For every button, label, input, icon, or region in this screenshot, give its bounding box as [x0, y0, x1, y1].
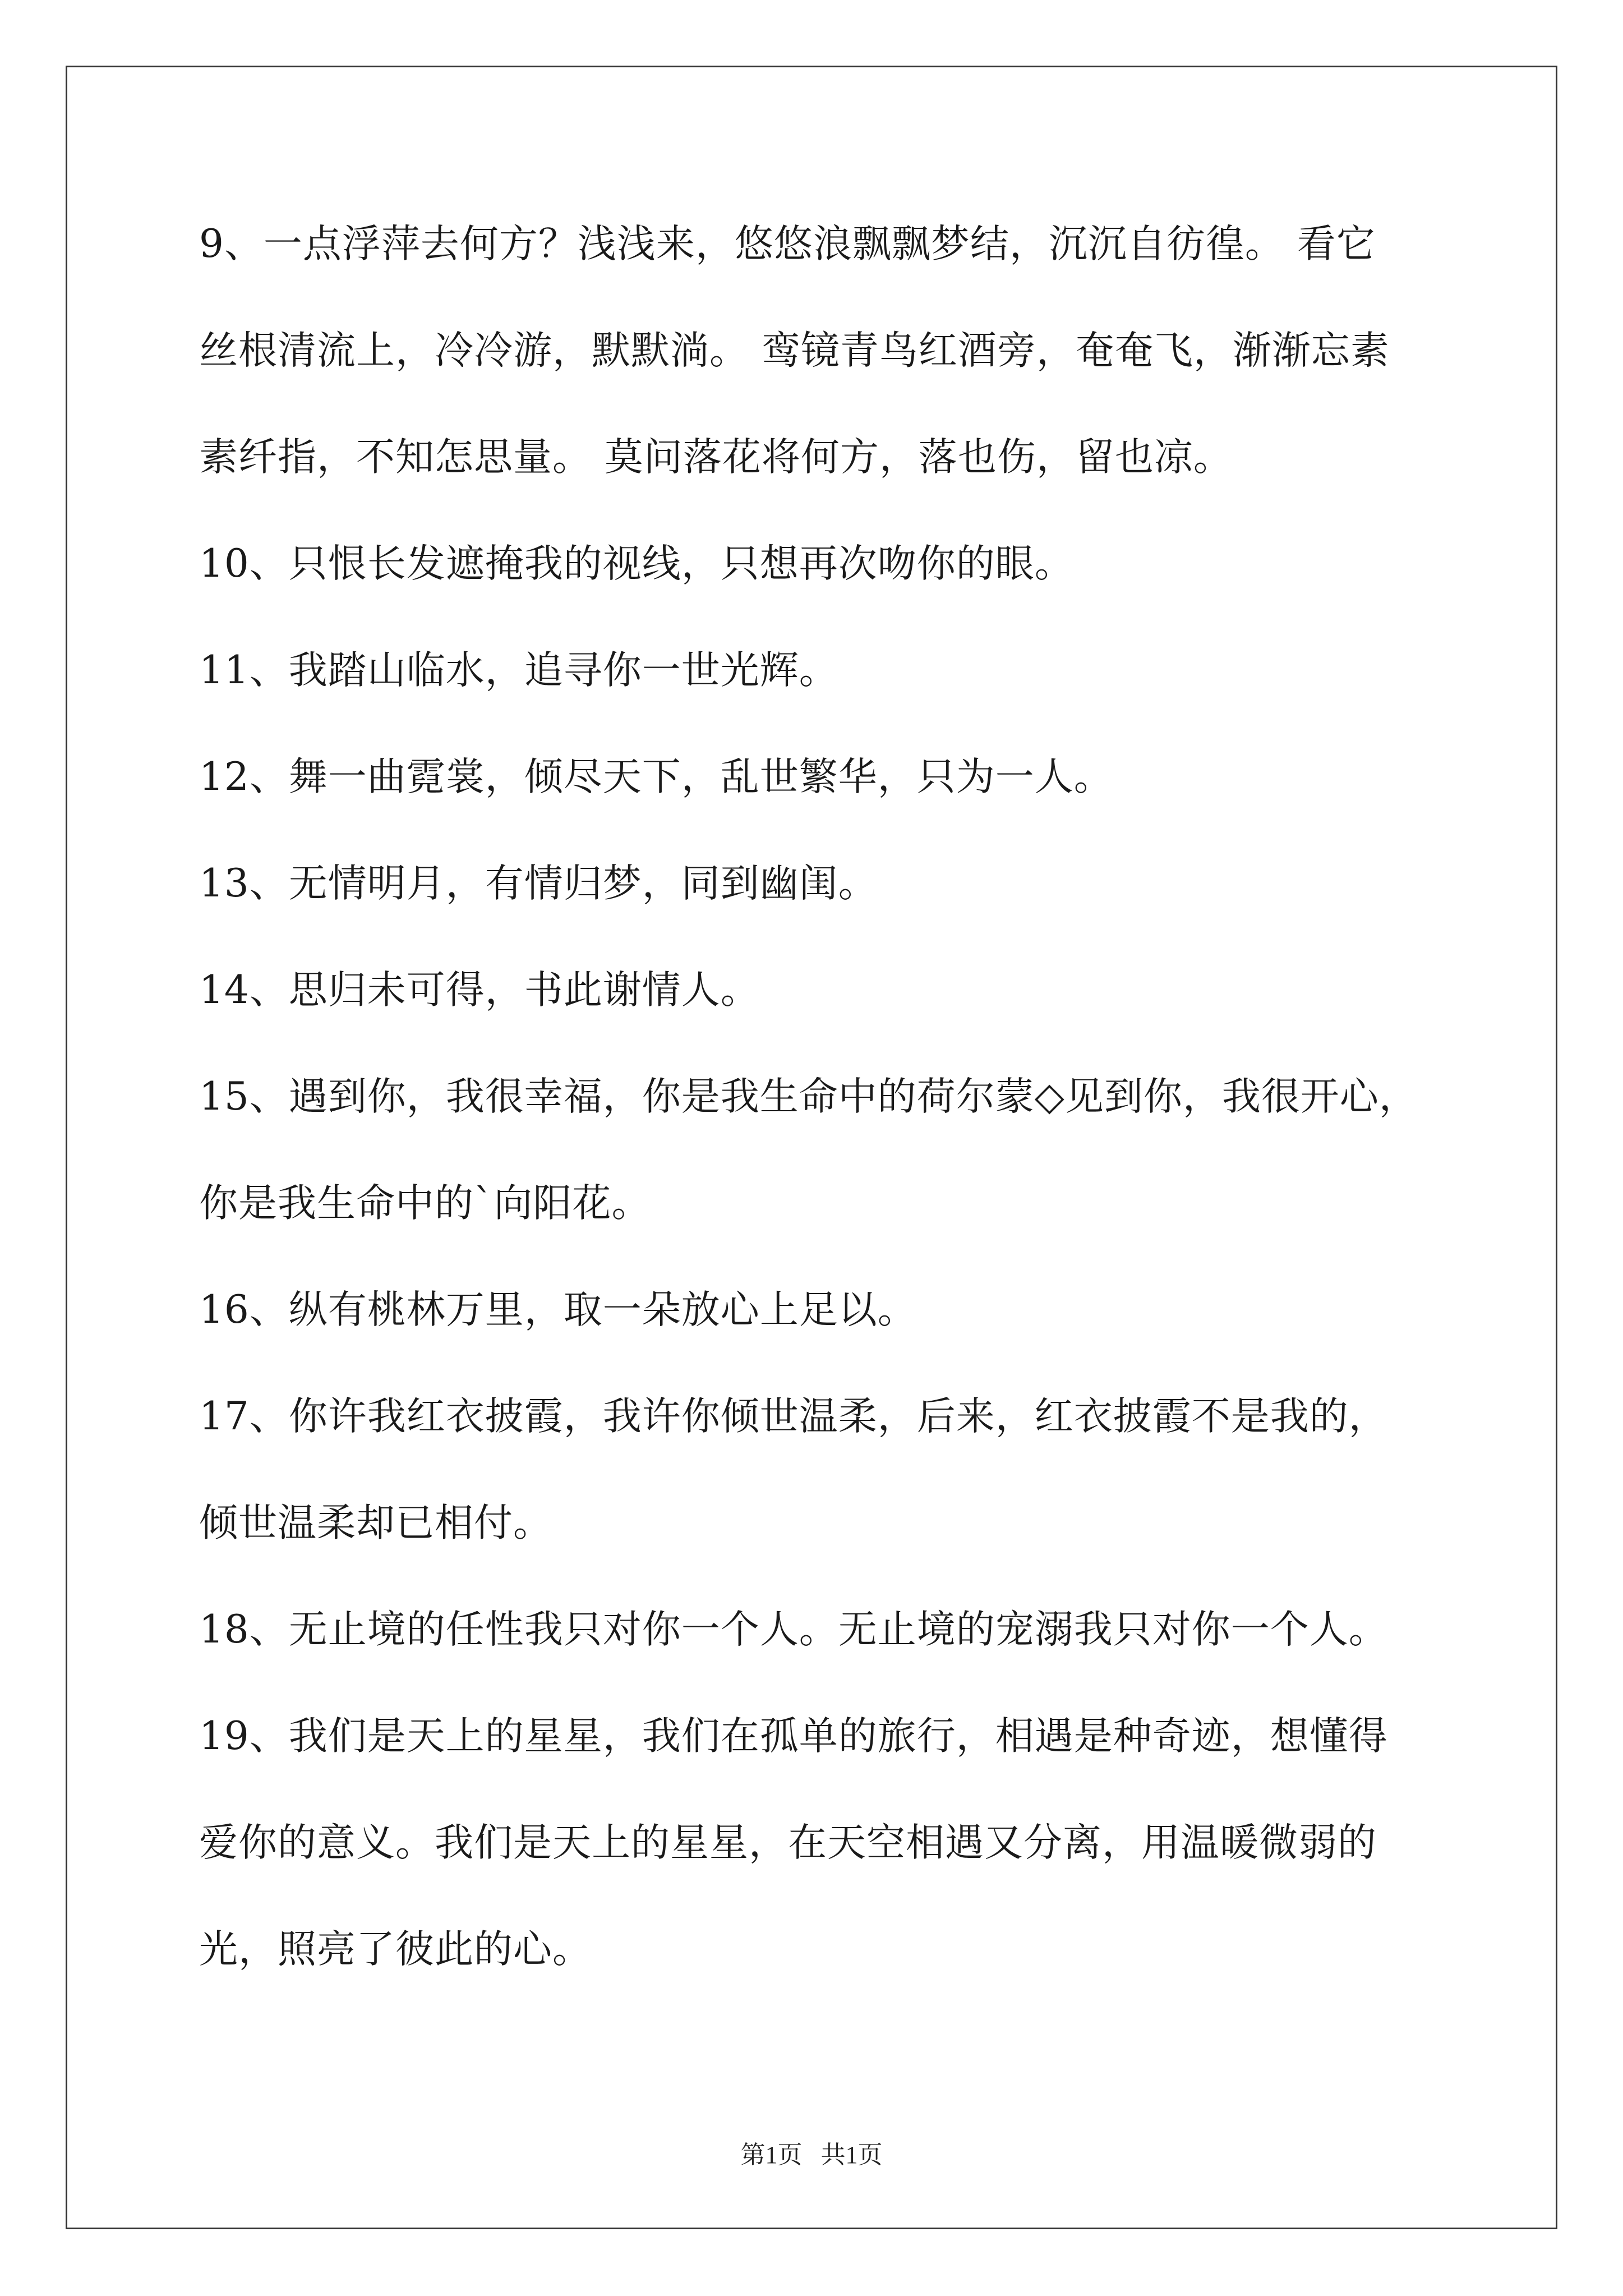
page-number: 第1页 [740, 2141, 803, 2169]
text-line: 光，照亮了彼此的心。 [199, 1927, 592, 1972]
text-line: 爱你的意义。我们是天上的星星，在天空相遇又分离，用温暖微弱的 [199, 1820, 1377, 1865]
text-line: 18、无止境的任性我只对你一个人。无止境的宠溺我只对你一个人。 [199, 1607, 1388, 1652]
text-line: 12、舞一曲霓裳，倾尽天下，乱世繁华，只为一人。 [199, 754, 1113, 799]
text-line: 16、纵有桃林万里，取一朵放心上足以。 [199, 1287, 917, 1332]
text-line: 14、思归未可得，书此谢情人。 [199, 968, 760, 1013]
text-line: 11、我踏山临水，追寻你一世光辉。 [199, 648, 838, 693]
page-total: 共1页 [820, 2141, 883, 2169]
text-line: 倾世温柔却已相付。 [199, 1501, 552, 1545]
page-footer [0, 2134, 1623, 2170]
document-body [199, 213, 1472, 2025]
text-line: 13、无情明月，有情归梦，同到幽闺。 [199, 861, 878, 906]
text-line: 你是我生命中的`向阳花。 [199, 1181, 651, 1226]
text-line: 9、一点浮萍去何方？浅浅来，悠悠浪飘飘梦结，沉沉自彷徨。 看它 [199, 222, 1376, 266]
text-line: 17、你许我红衣披霞，我许你倾世温柔，后来，红衣披霞不是我的， [199, 1394, 1388, 1439]
text-line: 10、只恨长发遮掩我的视线，只想再次吻你的眼。 [199, 541, 1074, 586]
text-line: 素纤指，不知怎思量。 莫问落花将何方，落也伤，留也凉。 [199, 435, 1233, 480]
text-line: 丝根清流上，冷冷游，默默淌。 鸾镜青鸟红酒旁，奄奄飞，渐渐忘素 [199, 328, 1390, 373]
text-line: 19、我们是天上的星星，我们在孤单的旅行，相遇是种奇迹，想懂得 [199, 1714, 1388, 1759]
text-line: 15、遇到你，我很幸福，你是我生命中的荷尔蒙◇见到你，我很开心， [199, 1074, 1418, 1119]
